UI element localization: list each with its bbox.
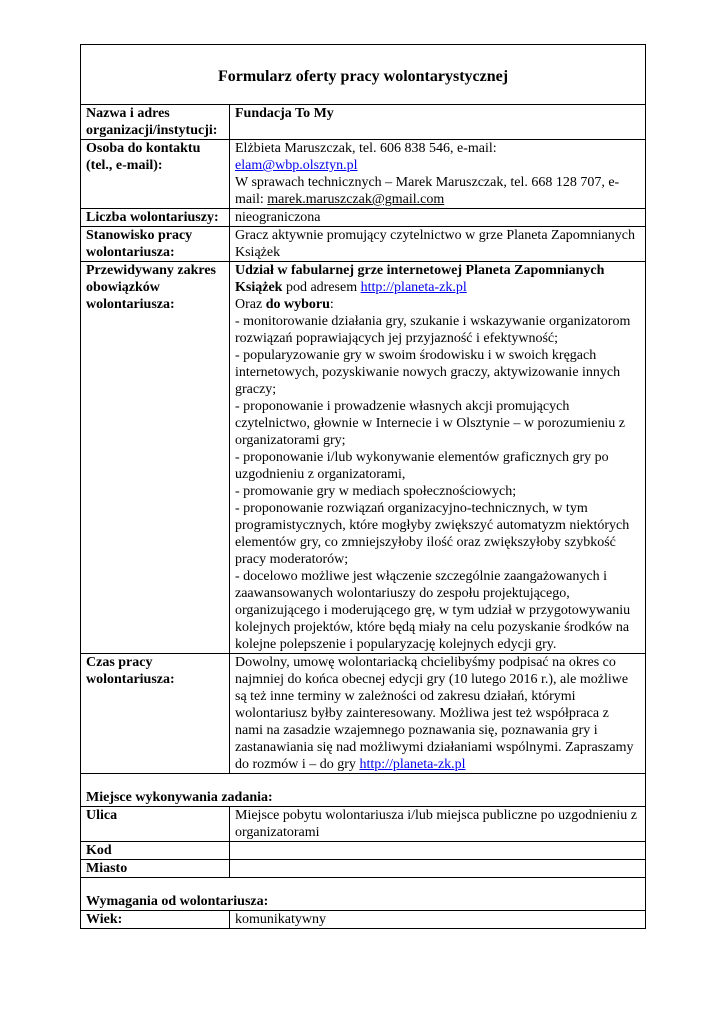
- row-req-section: [81, 878, 646, 911]
- contact-line1: Elżbieta Maruszczak, tel. 606 838 546, e-mail:: [235, 141, 497, 156]
- duties-intro-text: pod adresem: [282, 280, 361, 295]
- time-text: Dowolny, umowę wolontariacką chcielibyśmy podpisać na okres co najmniej do końca obecnej edycji gry (10 lutego 2016 r.), ale możliwe są też inne terminy w zależności od zakresu działań, którymi wolontariusz byłby zainteresowany. Możliwa jest też współpraca z nami na zasadzie wzajemnego poznawania się, poznawania gry i zastanawiania się nad możliwymi działaniami wspólnymi. Zapraszamy do rozmów i – do gry: [235, 655, 634, 772]
- city-value: [230, 860, 646, 878]
- time-game-link[interactable]: http://planeta-zk.pl: [359, 757, 466, 772]
- time-label: Czas pracy wolontariusza:: [81, 654, 230, 774]
- row-contact: [81, 140, 646, 209]
- duty-item: - popularyzowanie gry w swoim środowisku i w swoich kręgach internetowych, pozyskiwanie nowych graczy, aktywizowanie innych graczy;: [235, 348, 621, 397]
- duty-item: - proponowanie i/lub wykonywanie elementów graficznych gry po uzgodnieniu z organizatorami,: [235, 450, 609, 482]
- duty-item: - promowanie gry w mediach społecznościowych;: [235, 484, 517, 499]
- contact-email-link[interactable]: elam@wbp.olsztyn.pl: [235, 158, 358, 173]
- duties-intro: [235, 262, 640, 296]
- street-value: Miejsce pobytu wolontariusza i/lub miejsca publiczne po uzgodnieniu z organizatorami: [230, 807, 646, 842]
- choice-suffix: :: [329, 297, 334, 312]
- duties-value: [230, 262, 646, 654]
- row-organization: [81, 105, 646, 140]
- duties-intro-bold: Udział w fabularnej grze internetowej Planeta Zapomnianych Książek: [235, 263, 605, 295]
- contact-label: Osoba do kontaktu (tel., e-mail):: [81, 140, 230, 209]
- duty-item: - monitorowanie działania gry, szukanie i wskazywanie organizatorom rozwiązań poprawiających jej przyjazność i efektywność;: [235, 314, 631, 346]
- row-duties: [81, 262, 646, 654]
- choice-bold: do wyboru: [265, 297, 330, 312]
- duty-item: - proponowanie i prowadzenie własnych akcji promujących czytelnictwo, głownie w Internecie i w Olsztynie – w porozumieniu z organizatorami gry;: [235, 399, 625, 448]
- row-code: [81, 842, 646, 860]
- street-label: Ulica: [81, 807, 230, 842]
- duties-label: Przewidywany zakres obowiązków wolontariusza:: [81, 262, 230, 654]
- org-value: Fundacja To My: [230, 105, 646, 140]
- count-value: nieograniczona: [230, 209, 646, 227]
- row-age: [81, 911, 646, 929]
- row-position: [81, 227, 646, 262]
- row-count: [81, 209, 646, 227]
- position-label: Stanowisko pracy wolontariusza:: [81, 227, 230, 262]
- contact-value: [230, 140, 646, 209]
- position-value: Gracz aktywnie promujący czytelnictwo w grze Planeta Zapomnianych Książek: [230, 227, 646, 262]
- form-title: Formularz oferty pracy wolontarystycznej: [81, 45, 646, 105]
- volunteer-offer-form: [80, 44, 646, 929]
- time-value: [230, 654, 646, 774]
- row-place-section: [81, 774, 646, 807]
- choice-prefix: Oraz: [235, 297, 266, 312]
- code-label: Kod: [81, 842, 230, 860]
- duty-item: - docelowo możliwe jest włączenie szczególnie zaangażowanych i zaawansowanych wolontariuszy do zespołu projektującego, organizującego i moderującego grę, w tym udział w przygotowywaniu kolejnych projektów, które będą miały na celu pozyskanie środków na kolejne polepszenie i popularyzację kolejnych edycji gry.: [235, 569, 631, 652]
- duty-item: - proponowanie rozwiązań organizacyjno-technicznych, w tym programistycznych, które mogłyby zwiększyć automatyzm niektórych elementów gry, co zmniejszyłoby ilość oraz zwiększyłoby szybkość pracy moderatorów;: [235, 501, 630, 567]
- requirements-section-heading: Wymagania od wolontariusza:: [81, 878, 646, 911]
- row-city: [81, 860, 646, 878]
- org-label: Nazwa i adres organizacji/instytucji:: [81, 105, 230, 140]
- duties-choice: [235, 296, 640, 313]
- contact-email2[interactable]: marek.maruszczak@gmail.com: [267, 192, 445, 207]
- age-value: komunikatywny: [230, 911, 646, 929]
- row-street: [81, 807, 646, 842]
- row-time: [81, 654, 646, 774]
- count-label: Liczba wolontariuszy:: [81, 209, 230, 227]
- city-label: Miasto: [81, 860, 230, 878]
- contact-line2: W sprawach technicznych – Marek Maruszczak, tel. 668 128 707, e-mail:: [235, 175, 620, 207]
- game-link[interactable]: http://planeta-zk.pl: [360, 280, 467, 295]
- place-section-heading: Miejsce wykonywania zadania:: [81, 774, 646, 807]
- age-label: Wiek:: [81, 911, 230, 929]
- code-value: [230, 842, 646, 860]
